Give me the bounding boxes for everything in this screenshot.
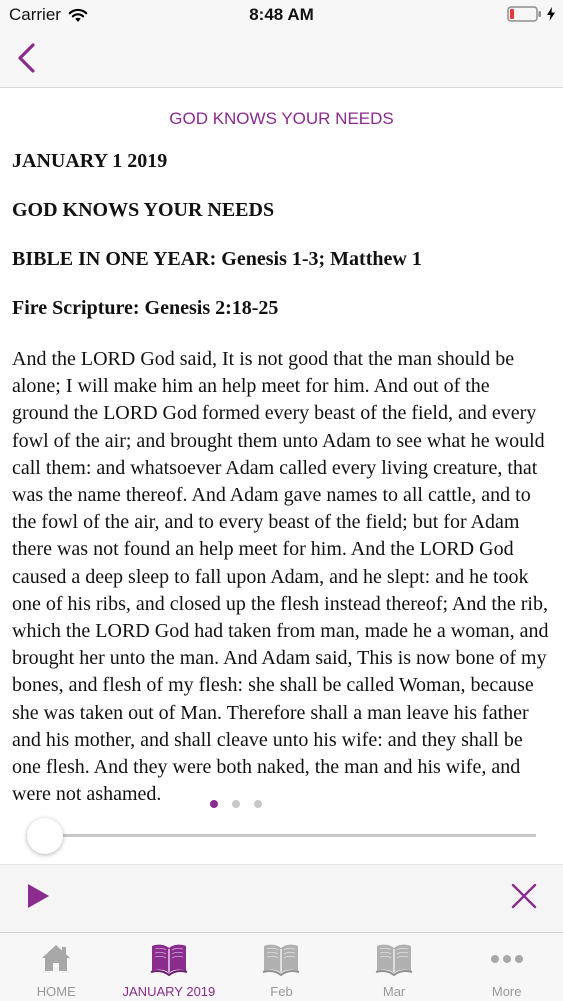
devotional-content[interactable] <box>0 88 563 822</box>
player-divider <box>0 864 563 865</box>
book-icon <box>149 941 189 977</box>
audio-player <box>0 822 563 932</box>
book-icon <box>374 941 414 977</box>
tab-label: More <box>491 984 522 999</box>
tab-bar <box>0 932 563 1001</box>
tab-label: Feb <box>270 984 293 999</box>
home-icon <box>39 941 73 975</box>
back-button[interactable] <box>12 40 42 76</box>
carrier-label: Carrier <box>9 5 61 24</box>
page-indicator[interactable] <box>210 800 262 808</box>
chevron-left-icon <box>12 40 42 76</box>
reading-heading: GOD KNOWS YOUR NEEDS <box>12 199 275 221</box>
battery-icon <box>507 6 543 22</box>
page-dot[interactable] <box>254 800 262 808</box>
player-slider-area <box>0 822 563 864</box>
book-icon <box>261 941 301 977</box>
tab-january-2019[interactable] <box>113 933 226 1001</box>
tab-mar[interactable] <box>338 933 451 1001</box>
page-dot[interactable] <box>232 800 240 808</box>
status-bar <box>0 0 563 30</box>
charging-bolt-icon <box>547 7 555 21</box>
progress-slider-track[interactable] <box>44 834 536 837</box>
play-button[interactable] <box>24 882 52 910</box>
bible-in-one-year: BIBLE IN ONE YEAR: Genesis 1-3; Matthew 1 <box>12 248 422 270</box>
fire-scripture: Fire Scripture: Genesis 2:18-25 <box>12 297 279 319</box>
page-title: GOD KNOWS YOUR NEEDS <box>169 109 394 128</box>
tab-label: HOME <box>36 984 76 999</box>
reading-date: JANUARY 1 2019 <box>12 150 168 172</box>
play-icon <box>24 882 52 910</box>
tab-feb[interactable] <box>225 933 338 1001</box>
progress-slider-thumb[interactable] <box>27 818 63 854</box>
scripture-text: And the LORD God said, It is not good that the man should be alone; I will make him an help meet for him. And out of the ground the LORD God formed every beast of the field, and every fowl of the air; and brought them unto Adam to see what he would call them: and whatsoever Adam called every living creature, that was the name thereof. And Adam gave names to all cattle, and to the fowl of the air, and to every beast of the field; but for Adam there was not found an help meet for him. And the LORD God caused a deep sleep to fall upon Adam, and he slept: and he took one of his ribs, and closed up the flesh instead thereof; And the rib, which the LORD God had taken from man, made he a woman, and brought her unto the man. And Adam said, This is now bone of my bones, and flesh of my flesh: she shall be called Woman, because she was taken out of Man. Therefore shall a man leave his father and his mother, and shall cleave unto his wife: and they shall be one flesh. And they were both naked, the man and his wife, and were not ashamed. <box>12 348 549 806</box>
status-time: 8:48 AM <box>249 5 314 24</box>
reading-body <box>12 150 549 808</box>
more-icon <box>487 941 527 975</box>
page-dot[interactable] <box>210 800 218 808</box>
tab-home[interactable] <box>0 933 113 1001</box>
battery-indicator <box>507 6 555 22</box>
close-player-button[interactable] <box>510 882 538 910</box>
close-icon <box>510 882 538 910</box>
navigation-bar <box>0 30 563 88</box>
tab-more[interactable] <box>450 933 563 1001</box>
tab-label: JANUARY 2019 <box>122 984 216 999</box>
tab-label: Mar <box>382 984 406 999</box>
